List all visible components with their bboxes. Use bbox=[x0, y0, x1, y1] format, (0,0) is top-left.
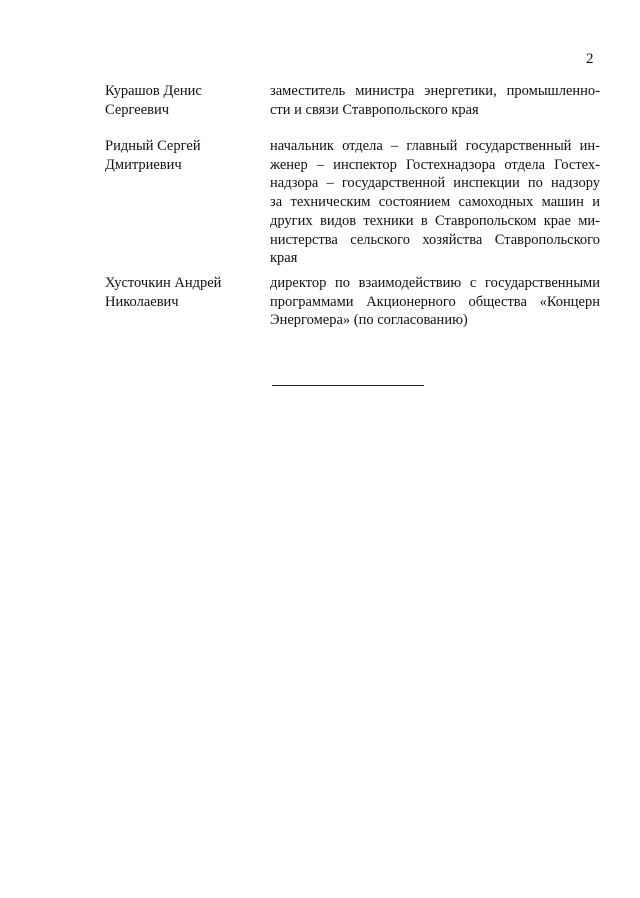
page-number: 2 bbox=[586, 51, 594, 67]
member-name bbox=[105, 137, 255, 175]
member-name-line: Хусточкин Андрей bbox=[105, 275, 222, 291]
member-name bbox=[105, 274, 255, 312]
member-position bbox=[270, 82, 600, 119]
member-position-line: начальник отдела – главный государственный ин- bbox=[270, 138, 600, 154]
member-name-line: Ридный Сергей bbox=[105, 138, 201, 154]
member-position-line: за техническим состоянием самоходных машин и bbox=[270, 194, 600, 211]
member-position bbox=[270, 137, 600, 268]
member-position-line: других видов техники в Ставропольском крае ми- bbox=[270, 212, 600, 229]
member-position-line: надзора – государственной инспекции по надзору bbox=[270, 175, 600, 192]
member-position-line: директор по взаимодействию с государственными bbox=[270, 275, 600, 291]
member-position-line: заместитель министра энергетики, промышленно- bbox=[270, 83, 600, 99]
member-position-line: края bbox=[270, 250, 298, 267]
member-name-line: Николаевич bbox=[105, 294, 179, 310]
member-position-line: нистерства сельского хозяйства Ставропольского bbox=[270, 231, 600, 248]
member-name-line: Дмитриевич bbox=[105, 157, 182, 173]
member-position-line: женер – инспектор Гостехнадзора отдела Гостех- bbox=[270, 156, 600, 173]
member-position-line: Энергомера» (по согласованию) bbox=[270, 312, 468, 329]
member-name-line: Курашов Денис bbox=[105, 83, 202, 99]
member-position-line: программами Акционерного общества «Концерн bbox=[270, 293, 600, 310]
member-position bbox=[270, 274, 600, 330]
member-position-line: сти и связи Ставропольского края bbox=[270, 101, 479, 118]
member-name-line: Сергеевич bbox=[105, 102, 170, 118]
end-of-list-rule bbox=[272, 385, 424, 386]
member-name bbox=[105, 82, 255, 120]
